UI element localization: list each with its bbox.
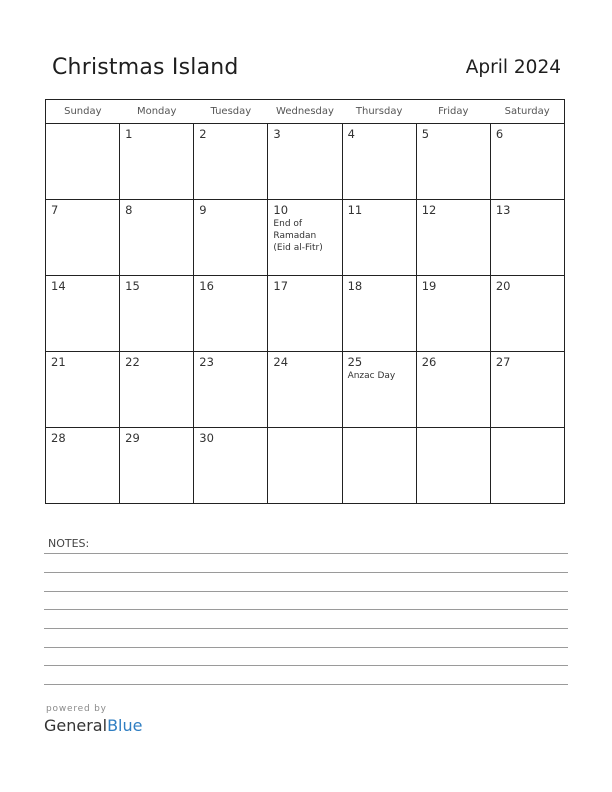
calendar-day-cell — [268, 200, 342, 276]
day-number: 2 — [199, 127, 207, 141]
calendar-day-cell — [194, 200, 268, 276]
calendar-day-cell — [194, 124, 268, 200]
calendar-day-cell — [416, 276, 490, 352]
calendar-month: April 2024 — [465, 57, 561, 78]
note-line — [44, 572, 568, 573]
brand-general: General — [44, 716, 108, 735]
day-number: 13 — [495, 203, 511, 217]
day-number: 23 — [199, 355, 214, 369]
note-line — [44, 628, 568, 629]
day-number: 11 — [347, 203, 363, 217]
day-number: 1 — [125, 127, 133, 141]
calendar-day-cell — [120, 276, 194, 352]
calendar-body — [46, 124, 565, 504]
brand-blue: Blue — [107, 716, 143, 735]
day-number: 30 — [199, 431, 214, 445]
weekday-header: Thursday — [342, 100, 416, 124]
calendar-week-row — [46, 352, 565, 428]
day-number: 25 — [347, 355, 363, 369]
day-number: 10 — [273, 203, 289, 217]
day-number: 15 — [125, 279, 140, 293]
calendar-day-cell — [342, 428, 416, 504]
weekday-header: Tuesday — [194, 100, 268, 124]
calendar-week-row — [46, 124, 565, 200]
calendar-week-row — [46, 428, 565, 504]
day-number: 28 — [51, 431, 66, 445]
day-number: 22 — [125, 355, 140, 369]
weekday-header: Saturday — [490, 100, 564, 124]
calendar-day-cell — [342, 352, 416, 428]
day-number: 9 — [199, 203, 207, 217]
day-number: 12 — [421, 203, 437, 217]
day-number: 27 — [495, 355, 511, 369]
calendar-day-cell — [120, 200, 194, 276]
powered-by-text: powered by — [46, 704, 107, 714]
calendar-day-cell — [46, 200, 120, 276]
note-line — [44, 591, 568, 592]
weekday-header: Sunday — [46, 100, 120, 124]
generalblue-logo — [44, 716, 142, 735]
day-number: 6 — [495, 127, 504, 141]
calendar-day-cell — [490, 428, 564, 504]
day-number: 29 — [125, 431, 140, 445]
calendar-week-row — [46, 276, 565, 352]
calendar-day-cell — [342, 200, 416, 276]
calendar-day-cell — [342, 124, 416, 200]
calendar-title: Christmas Island — [52, 55, 239, 80]
calendar-day-cell — [120, 428, 194, 504]
calendar-week-row — [46, 200, 565, 276]
day-number: 17 — [273, 279, 289, 293]
day-number: 19 — [421, 279, 437, 293]
note-line — [44, 553, 568, 554]
calendar-day-cell — [490, 124, 564, 200]
calendar-day-cell — [342, 276, 416, 352]
day-number: 8 — [125, 203, 133, 217]
calendar-day-cell — [46, 352, 120, 428]
calendar-day-cell — [194, 428, 268, 504]
calendar-day-cell — [46, 276, 120, 352]
calendar-day-cell — [490, 200, 564, 276]
calendar-day-cell — [120, 352, 194, 428]
day-number: 14 — [51, 279, 66, 293]
note-line — [44, 647, 568, 648]
calendar-day-cell — [268, 352, 342, 428]
calendar-day-cell — [194, 352, 268, 428]
calendar-day-cell — [268, 428, 342, 504]
day-number: 21 — [51, 355, 66, 369]
day-number: 18 — [347, 279, 363, 293]
calendar-day-cell — [416, 428, 490, 504]
weekday-header: Wednesday — [268, 100, 342, 124]
day-number: 3 — [273, 127, 281, 141]
note-line — [44, 665, 568, 666]
weekday-header: Friday — [416, 100, 490, 124]
notes-label: NOTES: — [48, 537, 90, 550]
note-line — [44, 684, 568, 685]
holiday-label: End of Ramadan (Eid al-Fitr) — [273, 219, 323, 253]
weekday-header: Monday — [120, 100, 194, 124]
day-number: 24 — [273, 355, 289, 369]
day-number: 4 — [347, 127, 355, 141]
calendar-day-cell — [416, 200, 490, 276]
calendar-day-cell — [194, 276, 268, 352]
note-line — [44, 609, 568, 610]
calendar-day-cell — [46, 428, 120, 504]
day-number: 16 — [199, 279, 214, 293]
calendar-day-cell — [46, 124, 120, 200]
calendar-day-cell — [268, 276, 342, 352]
calendar-grid — [45, 99, 565, 504]
weekday-header-row — [46, 100, 565, 124]
calendar-day-cell — [268, 124, 342, 200]
day-number: 5 — [421, 127, 430, 141]
calendar-day-cell — [490, 276, 564, 352]
day-number: 20 — [495, 279, 511, 293]
holiday-label: Anzac Day — [347, 371, 396, 381]
calendar-day-cell — [416, 352, 490, 428]
calendar-day-cell — [416, 124, 490, 200]
calendar-day-cell — [490, 352, 564, 428]
calendar-day-cell — [120, 124, 194, 200]
day-number: 26 — [421, 355, 437, 369]
day-number: 7 — [51, 203, 59, 217]
